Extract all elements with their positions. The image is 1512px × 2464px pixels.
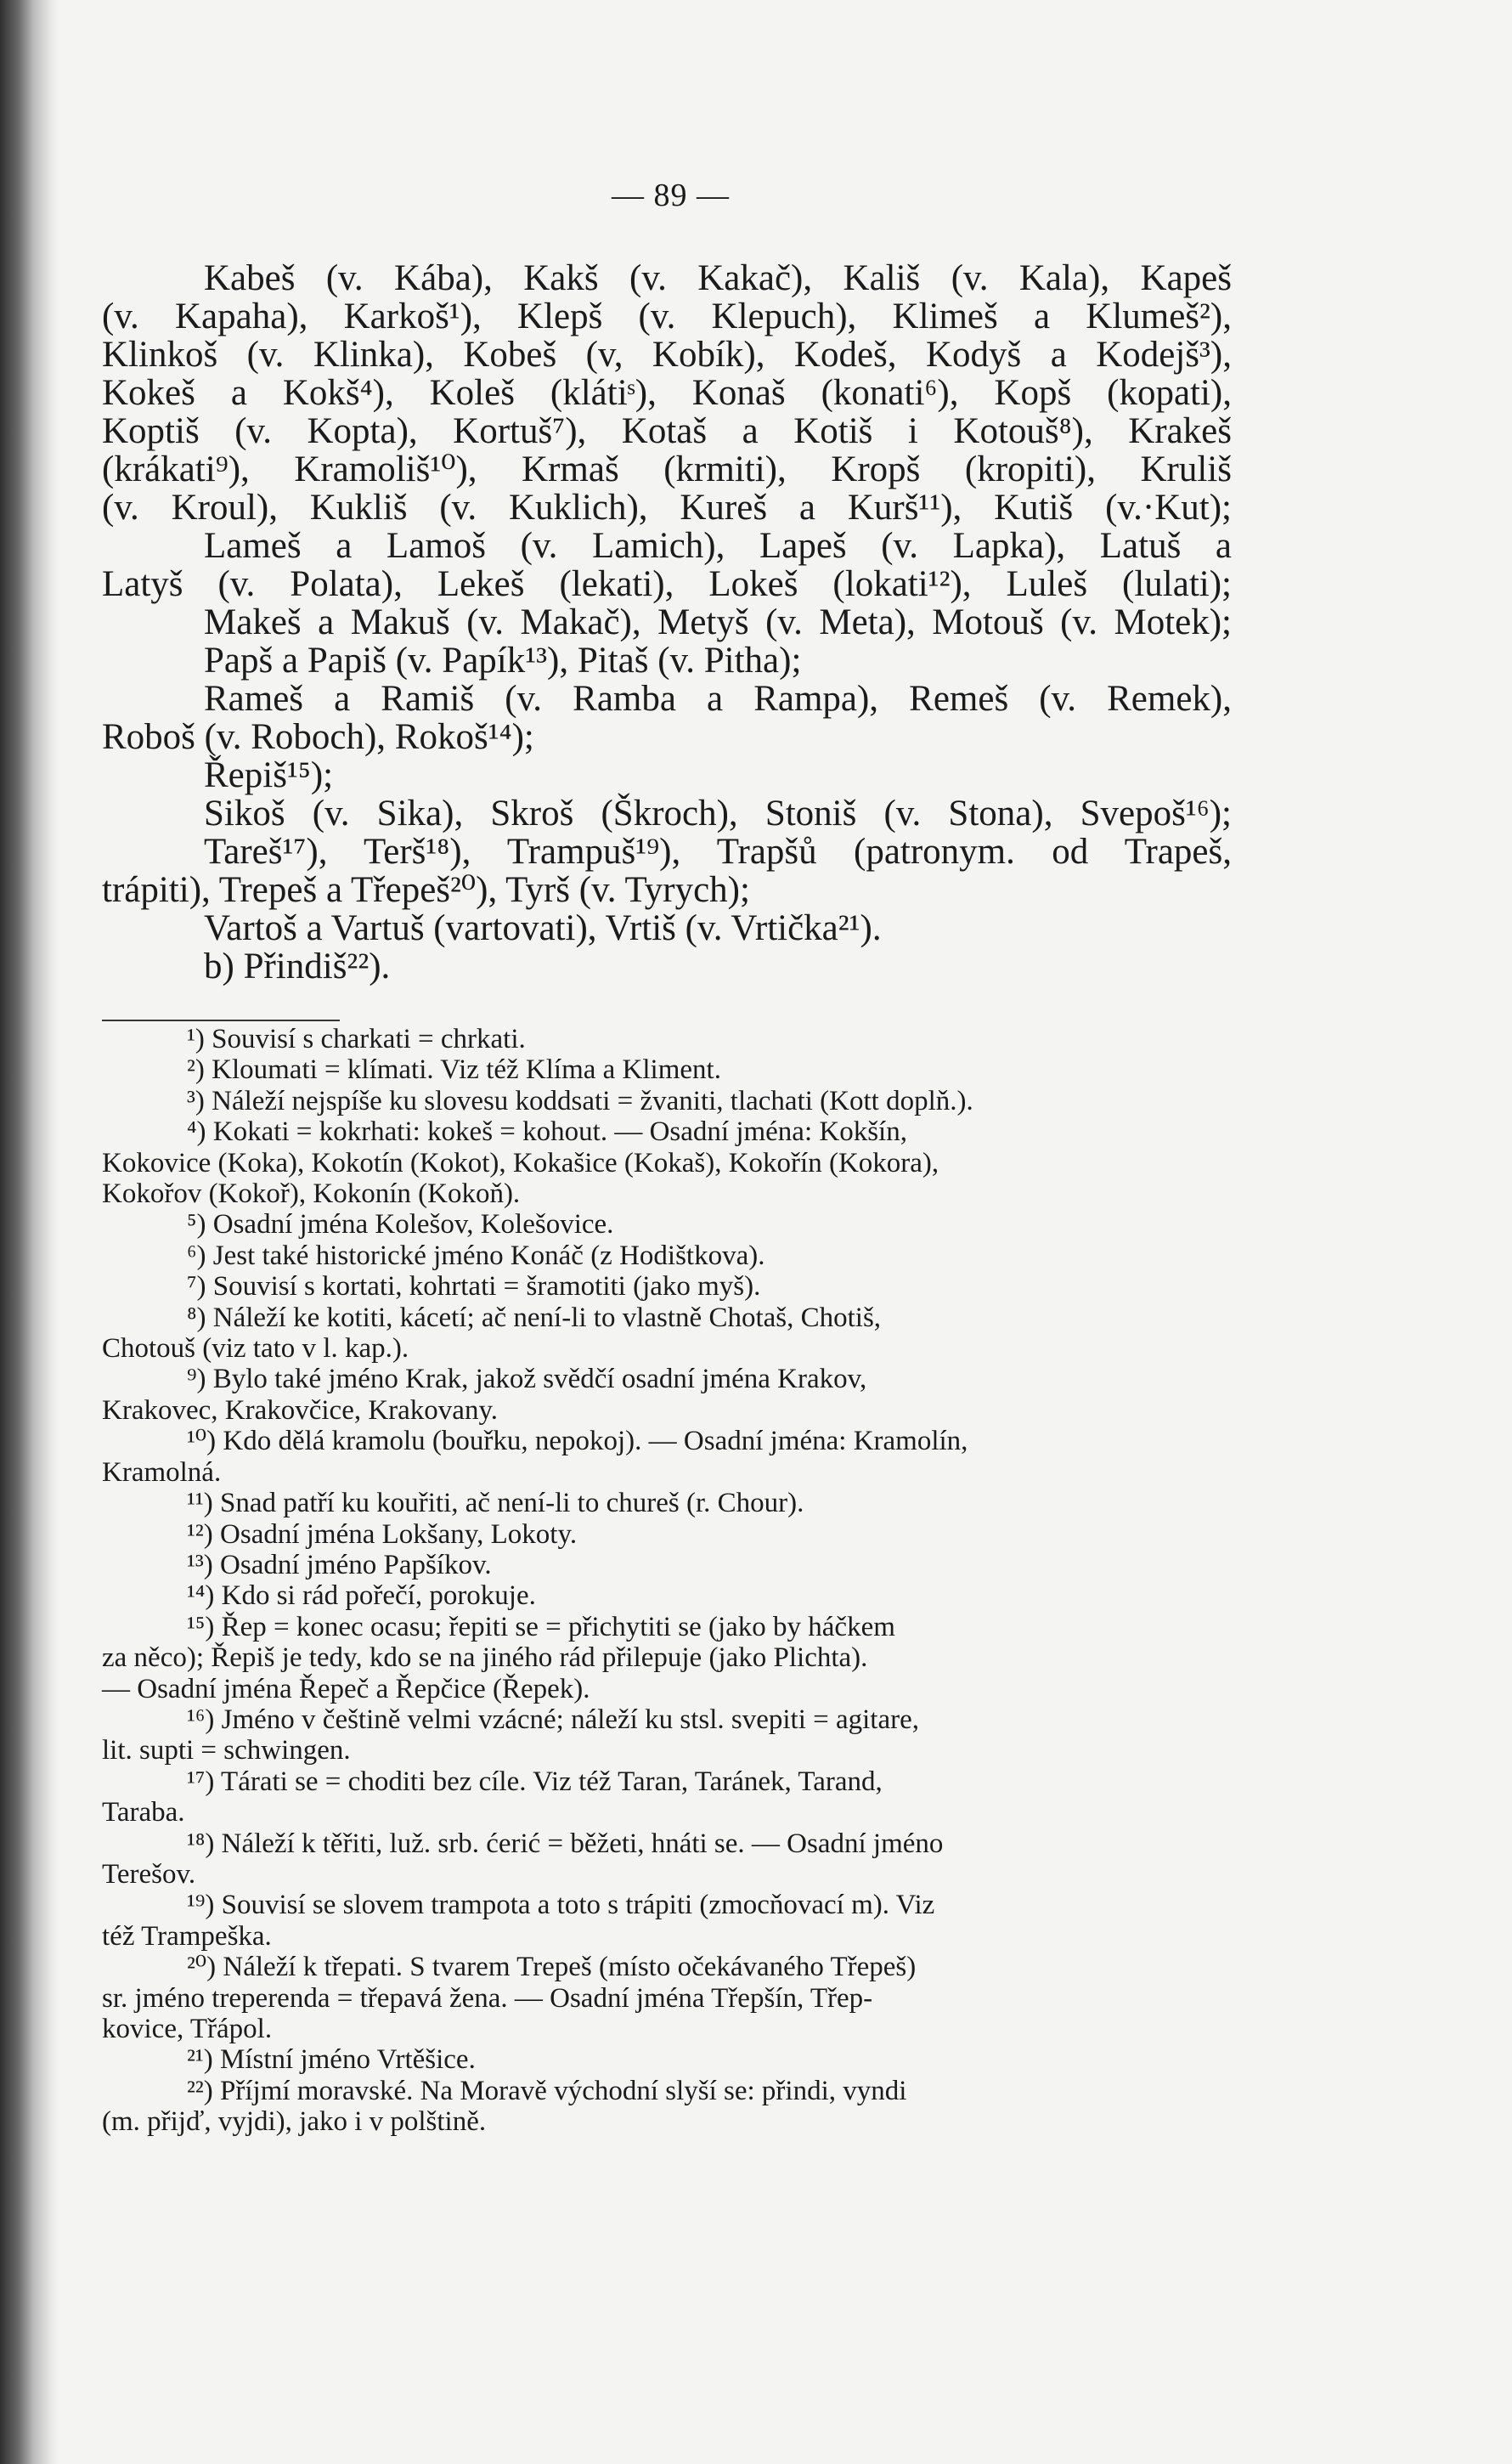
footnote-line: ²¹) Místní jméno Vrtěšice. [187, 2044, 476, 2076]
text-line: Kokeš a Kokš⁴), Koleš (klátiˢ), Konaš (konati⁶), Kopš (kopati), [102, 373, 1232, 413]
footnote-line: ¹¹) Snad patří ku kouřiti, ač není-li to chureš (r. Chour). [187, 1488, 804, 1519]
footnote-line: ¹⁹) Souvisí se slovem trampota a toto s trápiti (zmocňovací m). Viz [187, 1890, 935, 1921]
footnote-line: lit. supti = schwingen. [102, 1735, 351, 1766]
text-line: Koptiš (v. Kopta), Kortuš⁷), Kotaš a Kotiš i Kotouš⁸), Krakeš [102, 411, 1232, 451]
footnote-line: ²) Kloumati = klímati. Viz též Klíma a Kliment. [187, 1054, 721, 1086]
text-line: Klinkoš (v. Klinka), Kobeš (v, Kobík), Kodeš, Kodyš a Kodejš³), [102, 335, 1232, 375]
text-line: Rameš a Ramiš (v. Ramba a Rampa), Remeš (v. Remek), [204, 679, 1232, 719]
footnote-line: ⁵) Osadní jména Kolešov, Kolešovice. [187, 1209, 614, 1240]
text-line: (v. Kroul), Kukliš (v. Kuklich), Kureš a Kurš¹¹), Kutiš (v.·Kut); [102, 488, 1232, 528]
text-line: Tareš¹⁷), Terš¹⁸), Trampuš¹⁹), Trapšů (patronym. od Trapeš, [204, 832, 1232, 872]
footnote-line: ¹) Souvisí s charkati = chrkati. [187, 1024, 526, 1054]
text-line: Sikoš (v. Sika), Skroš (Škroch), Stoniš (v. Stona), Svepoš¹⁶); [204, 794, 1232, 834]
footnote-line: sr. jméno treperenda = třepavá žena. — Osadní jména Třepšín, Třep- [102, 1982, 873, 2014]
footnote-line: Kokovice (Koka), Kokotín (Kokot), Kokašice (Kokaš), Kokořín (Kokora), [102, 1147, 939, 1178]
footnote-line: Chotouš (viz tato v l. kap.). [102, 1333, 409, 1365]
footnote-line: Krakovec, Krakovčice, Krakovany. [102, 1394, 499, 1426]
page-number: — 89 — [612, 178, 730, 213]
footnotes [102, 1024, 1232, 2138]
text-line: Kabeš (v. Kába), Kakš (v. Kakač), Kališ (v. Kala), Kapeš [204, 258, 1232, 298]
footnote-line: ³) Náleží nejspíše ku slovesu koddsati = žvaniti, tlachati (Kott doplň.). [187, 1085, 973, 1116]
text-line: Latyš (v. Polata), Lekeš (lekati), Lokeš (lokati¹²), Luleš (lulati); [102, 564, 1232, 604]
footnote-line: ¹⁵) Řep = konec ocasu; řepiti se = přichytiti se (jako by háčkem [187, 1611, 895, 1642]
footnote-line: ²⁰) Náleží k třepati. S tvarem Trepeš (místo očekávaného Třepeš) [187, 1952, 917, 1983]
footnote-line: ⁷) Souvisí s kortati, kohrtati = šramotiti (jako myš). [187, 1271, 761, 1303]
main-text [102, 259, 1232, 986]
footnote-line: ¹⁴) Kdo si rád pořečí, porokuje. [187, 1580, 536, 1612]
footnote-line: ¹⁰) Kdo dělá kramolu (bouřku, nepokoj). — Osadní jména: Kramolín, [187, 1426, 968, 1457]
footnote-line: ⁸) Náleží ke kotiti, kácetí; ač není-li to vlastně Chotaš, Chotiš, [187, 1302, 882, 1333]
scan-binding-shadow [0, 0, 59, 2464]
footnote-line: ¹⁶) Jméno v češtině velmi vzácné; náleží ku stsl. svepiti = agitare, [187, 1704, 919, 1735]
footnote-line: ²²) Příjmí moravské. Na Moravě východní slyší se: přindi, vyndi [187, 2075, 907, 2106]
text-line: Řepiš¹⁵); [204, 755, 334, 795]
text-line: Lameš a Lamoš (v. Lamich), Lapeš (v. Lapka), Latuš a [204, 526, 1232, 566]
footnote-line: za něco); Řepiš je tedy, kdo se na jiného rád přilepuje (jako Plichta). [102, 1642, 868, 1674]
footnote-line: ¹²) Osadní jména Lokšany, Lokoty. [187, 1518, 578, 1550]
text-line: Roboš (v. Roboch), Rokoš¹⁴); [102, 717, 534, 757]
text-line: trápiti), Trepeš a Třepeš²⁰), Tyrš (v. Tyrych); [102, 870, 750, 910]
footnote-line: ¹⁸) Náleží k těřiti, luž. srb. ćerić = běžeti, hnáti se. — Osadní jméno [187, 1828, 944, 1859]
text-line: Makeš a Makuš (v. Makač), Metyš (v. Meta), Motouš (v. Motek); [204, 602, 1232, 642]
text-line: b) Přindiš²²). [204, 947, 391, 986]
text-line: (v. Kapaha), Karkoš¹), Klepš (v. Klepuch), Klimeš a Klumeš²), [102, 297, 1232, 336]
footnote-line: ⁶) Jest také historické jméno Konáč (z Hodištkova). [187, 1240, 765, 1271]
footnote-line: Kokořov (Kokoř), Kokonín (Kokoň). [102, 1178, 521, 1210]
text-line: Papš a Papiš (v. Papík¹³), Pitaš (v. Pitha); [204, 641, 802, 681]
footnote-line: Kramolná. [102, 1456, 222, 1488]
footnote-line: (m. přijď, vyjdi), jako i v polštině. [102, 2106, 487, 2138]
text-line: Vartoš a Vartuš (vartovati), Vrtiš (v. Vrtička²¹). [204, 908, 882, 948]
footnote-line: ⁹) Bylo také jméno Krak, jakož svědčí osadní jména Krakov, [187, 1364, 867, 1395]
footnote-separator [102, 1020, 340, 1021]
footnote-line: Terešov. [102, 1858, 196, 1890]
footnote-line: ¹³) Osadní jméno Papšíkov. [187, 1549, 492, 1580]
footnote-line: ¹⁷) Tárati se = choditi bez cíle. Viz též Taran, Taránek, Tarand, [187, 1766, 883, 1797]
footnote-line: ⁴) Kokati = kokrhati: kokeš = kohout. — Osadní jména: Kokšín, [187, 1116, 907, 1148]
footnote-line: kovice, Třápol. [102, 2014, 273, 2044]
footnote-line: — Osadní jména Řepeč a Řepčice (Řepek). [102, 1673, 590, 1704]
footnote-line: též Trampeška. [102, 1920, 272, 1952]
text-line: (krákati⁹), Kramoliš¹⁰), Krmaš (krmiti), Kropš (kropiti), Kruliš [102, 449, 1232, 489]
footnote-line: Taraba. [102, 1797, 185, 1828]
